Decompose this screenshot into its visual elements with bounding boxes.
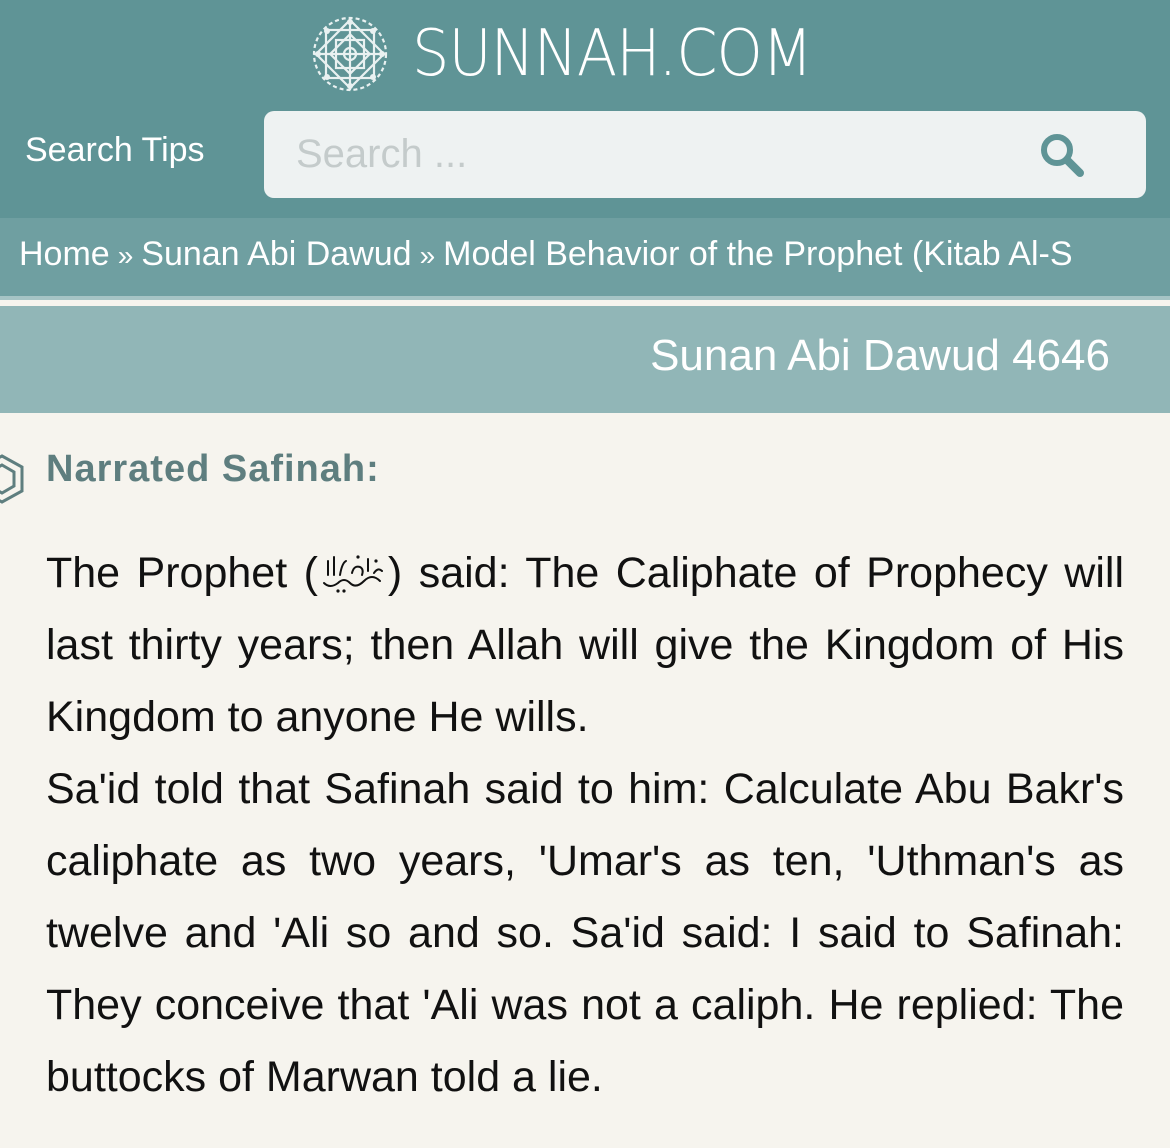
breadcrumb-separator: » bbox=[117, 240, 134, 271]
hadith-text bbox=[46, 537, 1124, 1113]
hadith-reference: Sunan Abi Dawud 4646 bbox=[650, 331, 1110, 380]
hadith-reference-bar bbox=[0, 306, 1170, 413]
geometric-star-logo-icon bbox=[310, 14, 390, 94]
site-logo[interactable] bbox=[310, 14, 847, 94]
search-icon[interactable] bbox=[1038, 131, 1086, 179]
ornament-icon bbox=[0, 453, 26, 505]
hadith-container bbox=[0, 413, 1170, 1148]
hadith-text-segment: The Prophet ( bbox=[46, 549, 318, 597]
breadcrumb bbox=[0, 218, 1170, 300]
breadcrumb-collection[interactable]: Sunan Abi Dawud bbox=[141, 235, 412, 273]
breadcrumb-separator: » bbox=[419, 240, 436, 271]
search-tips-link[interactable]: Search Tips bbox=[25, 131, 205, 169]
hadith-text-segment: ) said: The Caliphate of Prophecy will last thirty years; then Allah will give the Kingdom of His Kingdom to anyone He wills. bbox=[46, 549, 1124, 741]
search-input[interactable] bbox=[264, 111, 1024, 198]
site-logo-text: SUNNAH.COM bbox=[412, 17, 812, 91]
hadith-paragraph: Sa'id told that Safinah said to him: Calculate Abu Bakr's caliphate as two years, 'Umar's as ten, 'Uthman's as twelve and 'Ali so and so. Sa'id said: I said to Safinah: They conceive that 'Ali was not a caliph. He replied: The buttocks of Marwan told a lie. bbox=[46, 765, 1124, 1101]
search-box bbox=[264, 111, 1146, 198]
hadith-narrator: Narrated Safinah: bbox=[46, 448, 380, 490]
breadcrumb-home[interactable]: Home bbox=[19, 235, 110, 273]
breadcrumb-book[interactable]: Model Behavior of the Prophet (Kitab Al-S bbox=[443, 235, 1073, 273]
salawat-calligraphy-icon bbox=[318, 549, 388, 595]
hadith-paragraph bbox=[46, 537, 1124, 753]
site-header bbox=[0, 0, 1170, 218]
